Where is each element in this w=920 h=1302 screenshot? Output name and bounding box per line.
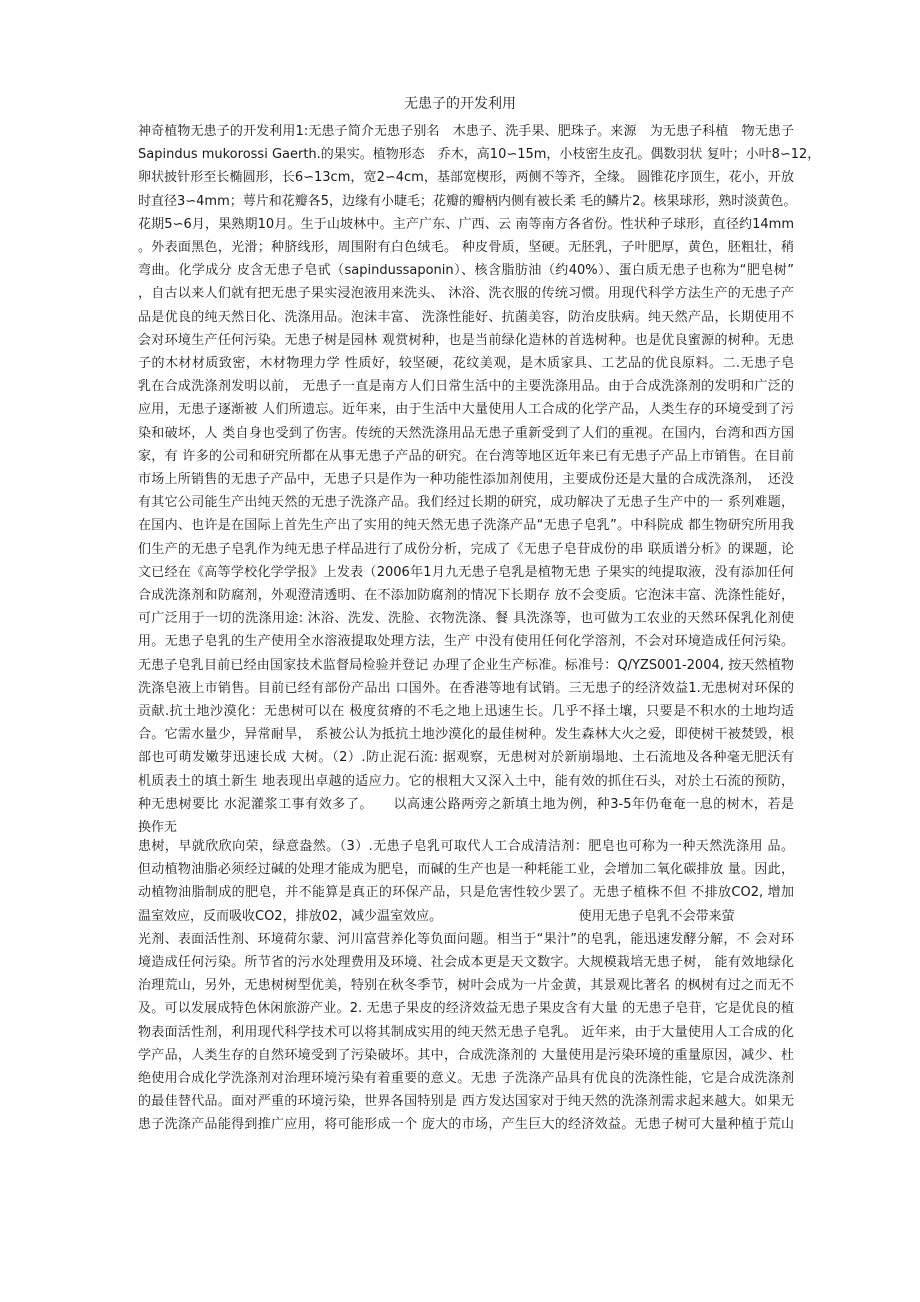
text-line: 染和破坏，人 类自身也受到了伤害。传统的天然洗涤用品无患子重新受到了人们的重视。在国内，台湾和西方国 <box>138 425 794 441</box>
text-line: 患子洗涤产品能得到推广应用，将可能形成一个 庞大的市场，产生巨大的经济效益。无患子树可大量种植于荒山 <box>138 1117 794 1133</box>
text-line: 可广泛用于一切的洗涤用途: 沐浴、洗发、洗脸、衣物洗涤、餐 具洗涤等，也可做为工农业的天然环保乳化剂使 <box>138 611 794 627</box>
text-line: 种无患树要比 水泥灌浆工事有效多了。 以高速公路两旁之新填土地为例，种3-5年仍奄奄一息的树木，若是 <box>138 796 794 812</box>
text-line: 会对环境生产任何污染。无患子树是园林 观赏树种，也是当前绿化造林的首选树种。也是优良蜜源的树种。无患 <box>138 332 794 348</box>
document-title: 无患子的开发利用 <box>404 96 516 112</box>
text-line: 温室效应，反而吸收CO2，排放02，减少温室效应。 使用无患子皂乳不会带来萤 <box>138 908 735 924</box>
text-line: 机质表土的填土新生 地表现出卓越的适应力。它的根粗大又深入土中，能有效的抓住石头，对於土石流的预防， <box>138 773 794 789</box>
text-line: 。外表面黑色，光滑；种脐线形，周围附有白色绒毛。 种皮骨质，坚硬。无胚乳，子叶肥厚，黄色，胚粗壮，稍 <box>138 240 794 255</box>
text-line: 子的木材材质致密，木材物理力学 性质好，较坚硬，花纹美观，是木质家具、工艺品的优良原料。二.无患子皂 <box>138 356 794 371</box>
text-line: 动植物油脂制成的肥皂，并不能算是真正的环保产品，只是危害性较少罢了。无患子植株不但 不排放CO2, 增加 <box>138 885 794 901</box>
text-line: 无患子皂乳目前已经由国家技术监督局检验并登记 办理了企业生产标准。标准号：Q/YZS001-2004, 按天然植物 <box>138 657 794 673</box>
text-line: 绝使用合成化学洗涤剂对治理环境污染有着重要的意义。无患 子洗涤产品具有优良的洗涤性能，它是合成洗涤剂 <box>138 1071 794 1086</box>
text-line: Sapindus mukorossi Gaerth.的果实。植物形态 乔木，高10∽15m，小枝密生皮孔。偶数羽状 复叶；小叶8∽12， <box>138 147 821 163</box>
text-line: 洗涤皂液上市销售。目前已经有部份产品出 口国外。在香港等地有试销。三无患子的经济效益1.无患树对环保的 <box>138 680 794 696</box>
text-line: 境造成任何污染。所节省的污水处理费用及环境、社会成本更是天文数字。大规模栽培无患子树， 能有效地绿化 <box>138 955 794 970</box>
text-line: 品是优良的纯天然日化、洗涤用品。泡沫丰富、 洗涤性能好、抗菌美容，防治皮肤病。纯天然产品，长期使用不 <box>138 309 794 325</box>
text-line: 卵状披针形至长椭圆形，长6∽13cm，宽2∽4cm，基部宽楔形，两侧不等齐，全缘。 圆锥花序顶生，花小，开放 <box>138 170 794 186</box>
text-line: 应用，无患子逐渐被 人们所遗忘。近年来，由于生活中大量使用人工合成的化学产品，人类生存的环境受到了污 <box>138 402 794 418</box>
text-line: 换作无 <box>138 819 178 835</box>
text-line: 但动植物油脂必须经过碱的处理才能成为肥皂，而碱的生产也是一种耗能工业，会增加二氧化碳排放 量。因此， <box>138 862 794 878</box>
text-line: 乳在合成洗涤剂发明以前， 无患子一直是南方人们日常生活中的主要洗涤用品。由于合成洗涤剂的发明和广泛的 <box>138 379 794 395</box>
text-line: 合成洗涤剂和防腐剂，外观澄清透明、在不添加防腐剂的情况下长期存 放不会变质。它泡沫丰富、洗涤性能好， <box>138 588 794 603</box>
text-line: ，自古以来人们就有把无患子果实浸泡液用来洗头、 沐浴、洗衣服的传统习惯。用现代科学方法生产的无患子产 <box>138 286 794 302</box>
text-line: 家，有 许多的公司和研究所都在从事无患子产品的研究。在台湾等地区近年来已有无患子产品上市销售。在目前 <box>138 448 794 464</box>
text-line: 治理荒山，另外，无患树树型优美，特别在秋冬季节，树叶会成为一片金黄，其景观比著名 的枫树有过之而无不 <box>138 978 794 994</box>
text-line: 神奇植物无患子的开发利用1:无患子简介无患子别名 木患子、洗手果、肥珠子。来源 为无患子科植 物无患子 <box>138 124 794 139</box>
text-line: 患树，早就欣欣向荣，绿意盎然。（3）.无患子皂乳可取代人工合成清洁剂：肥皂也可称为一种天然洗涤用 品。 <box>138 839 794 854</box>
text-line: 学产品，人类生存的自然环境受到了污染破坏。其中，合成洗涤剂的 大量使用是污染环境的重量原因，减少、杜 <box>138 1047 794 1063</box>
text-line: 时直径3∽4mm；萼片和花瓣各5，边缘有小睫毛；花瓣的瓣柄内侧有被长柔 毛的鳞片2。核果球形，熟时淡黄色。 <box>138 193 797 209</box>
text-line: 及。可以发展成特色休闲旅游产业。2. 无患子果皮的经济效益无患子果皮含有大量 的无患子皂苷，它是优良的植 <box>138 1001 794 1017</box>
text-line: 弯曲。化学成分 皮含无患子皂甙（sapindussaponin）、核含脂肪油（约40%）、蛋白质无患子也称为“肥皂树” <box>138 263 794 279</box>
text-line: 们生产的无患子皂乳作为纯无患子样品进行了成份分析，完成了《无患子皂苷成份的串 联质谱分析》的课题，论 <box>138 541 794 557</box>
text-line: 市场上所销售的无患子产品中，无患子只是作为一种功能性添加剂使用，主要成份还是大量的合成洗涤剂， 还没 <box>138 472 794 487</box>
text-line: 在国内、也许是在国际上首先生产出了实用的纯天然无患子洗涤产品“无患子皂乳”。中科院成 都生物研究所用我 <box>138 518 794 534</box>
text-line: 有其它公司能生产出纯天然的无患子洗涤产品。我们经过长期的研究，成功解决了无患子生产中的一 系列难题， <box>138 495 794 511</box>
text-line: 光剂、表面活性剂、环境荷尔蒙、河川富营养化等负面问题。相当于“果汁”的皂乳，能迅速发酵分解，不 会对环 <box>138 931 794 947</box>
text-line: 用。无患子皂乳的生产使用全水溶液提取处理方法，生产 中没有使用任何化学溶剂，不会对环境造成任何污染。 <box>138 634 794 650</box>
text-line: 的最佳替代品。面对严重的环境污染，世界各国特别是 西方发达国家对于纯天然的洗涤剂需求起来越大。如果无 <box>138 1094 794 1110</box>
text-line: 文已经在《高等学校化学学报》上发表（2006年1月九无患子皂乳是植物无患 子果实的纯提取液，没有添加任何 <box>138 564 794 580</box>
text-line: 合。它需水量少，异常耐旱， 系被公认为抵抗土地沙漠化的最佳树种。发生森林大火之爱，即使树干被焚毁，根 <box>138 727 794 743</box>
text-line: 物表面活性剂，利用现代科学技术可以将其制成实用的纯天然无患子皂乳。 近年来，由于大量使用人工合成的化 <box>138 1024 794 1040</box>
text-line: 花期5∽6月，果熟期10月。生于山坡林中。主产广东、广西、云 南等南方各省份。性状种子球形，直径约14mm <box>138 216 794 232</box>
text-line: 部也可萌发嫩芽迅速长成 大树。（2）.防止泥石流: 据观察，无患树对於新崩塌地、土石流地及各种毫无肥沃有 <box>138 750 794 766</box>
text-line: 贡献.抗土地沙漠化：无患树可以在 极度贫瘠的不毛之地上迅速生长。几乎不择土壤，只要是不积水的土地均适 <box>138 704 794 719</box>
